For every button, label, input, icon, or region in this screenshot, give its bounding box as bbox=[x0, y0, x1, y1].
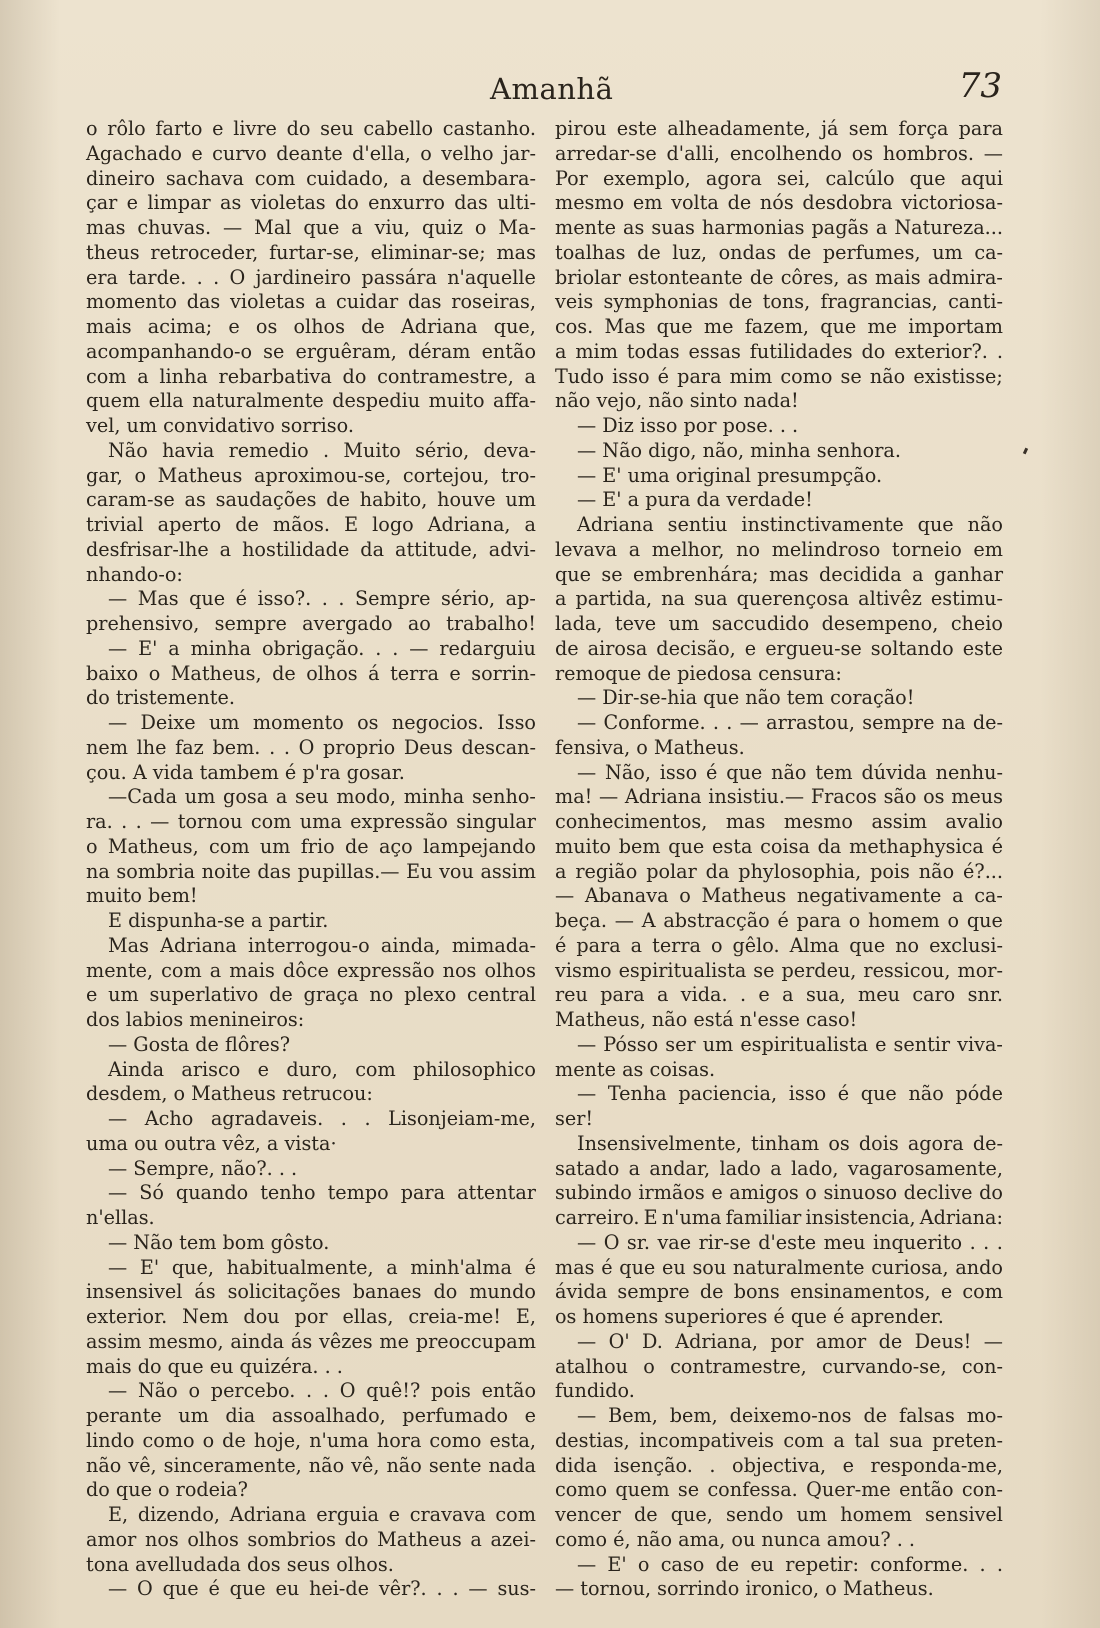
text-line: — Pósso ser um espiritualista e sentir viva- bbox=[577, 1032, 1003, 1056]
text-line: toalhas de luz, ondas de perfumes, um ca- bbox=[555, 240, 1003, 264]
text-line: como quem se confessa. Quer-me então con- bbox=[555, 1478, 1003, 1502]
text-line: do que o rodeia? bbox=[86, 1478, 248, 1502]
text-line: — Tenha paciencia, isso é que não póde bbox=[577, 1082, 1003, 1106]
text-line: — Mas que é isso?. . . Sempre sério, ap- bbox=[108, 587, 536, 611]
text-line: vel, um convidativo sorriso. bbox=[86, 414, 354, 437]
text-line: nem lhe faz bem. . . O proprio Deus descan- bbox=[86, 735, 536, 759]
text-line: Ainda arisco e duro, com philosophico bbox=[108, 1057, 536, 1081]
text-line: fensiva, o Matheus. bbox=[555, 735, 745, 759]
text-line: Agachado e curvo deante d'ella, o velho jar- bbox=[86, 141, 536, 165]
text-line: mais do que eu quizéra. . . bbox=[86, 1354, 343, 1378]
text-line: mas é que eu sou naturalmente curiosa, ando bbox=[555, 1255, 1003, 1279]
text-line: uma ou outra vêz, a vista· bbox=[86, 1131, 337, 1155]
text-line: levava a melhor, no melindroso torneio em bbox=[555, 537, 1003, 561]
text-line: — Dir-se-hia que não tem coração! bbox=[577, 686, 915, 710]
text-line: çou. A vida tambem é p'ra gosar. bbox=[86, 760, 405, 784]
text-line: — O sr. vae rir-se d'este meu inquerito . . . bbox=[577, 1230, 1003, 1254]
text-line: mente as suas harmonias pagãs a Natureza... bbox=[555, 216, 1003, 239]
text-line: trivial aperto de mãos. E logo Adriana, a bbox=[86, 513, 536, 536]
text-line: amor nos olhos sombrios do Matheus a azei- bbox=[86, 1527, 536, 1551]
text-line: theus retroceder, furtar-se, eliminar-se; mas bbox=[86, 240, 536, 264]
text-line: — Deixe um momento os negocios. Isso bbox=[108, 711, 536, 734]
text-line: — Não o percebo. . . O quê!? pois então bbox=[108, 1379, 536, 1403]
text-line: — E' a pura da verdade! bbox=[577, 488, 813, 512]
text-line: pirou este alheadamente, já sem força para bbox=[555, 117, 1003, 140]
text-line: mente as coisas. bbox=[555, 1057, 716, 1081]
text-line: com a linha rebarbativa do contramestre, a bbox=[86, 364, 536, 388]
text-line: momento das violetas a cuidar das roseiras, bbox=[86, 290, 536, 314]
text-line: — Não digo, não, minha senhora. bbox=[577, 438, 901, 462]
text-line: é para a terra o gêlo. Alma que no exclusi- bbox=[555, 933, 1003, 957]
text-line: conhecimentos, mas mesmo assim avalio bbox=[555, 810, 1003, 833]
text-line: Mas Adriana interrogou-o ainda, mimada- bbox=[108, 933, 536, 957]
page-header bbox=[470, 66, 1030, 112]
text-line: Adriana sentiu instinctivamente que não bbox=[577, 513, 1003, 536]
text-line: desdem, o Matheus retrucou: bbox=[86, 1082, 373, 1106]
text-line: E, dizendo, Adriana erguia e cravava com bbox=[108, 1503, 536, 1526]
text-line: mas chuvas. — Mal que a viu, quiz o Ma- bbox=[86, 216, 536, 239]
text-line: perante um dia assoalhado, perfumado e bbox=[86, 1404, 536, 1427]
text-line: vencer de que, sendo um homem sensivel bbox=[555, 1503, 1003, 1526]
text-line: gar, o Matheus aproximou-se, cortejou, tro- bbox=[86, 463, 536, 487]
text-line: —Cada um gosa a seu modo, minha senho- bbox=[108, 785, 536, 809]
text-line: — Sempre, não?. . . bbox=[108, 1156, 298, 1180]
text-line: mais acima; e os olhos de Adriana que, bbox=[86, 315, 536, 338]
text-line: — E' que, habitualmente, a minh'alma é bbox=[108, 1255, 536, 1279]
text-line: — Abanava o Matheus negativamente a ca- bbox=[555, 884, 1003, 908]
text-line: destias, incompativeis com a tal sua preten- bbox=[555, 1428, 1003, 1452]
text-line: nhando-o: bbox=[86, 562, 183, 586]
text-line: — O que é que eu hei-de vêr?. . . — sus- bbox=[108, 1577, 536, 1601]
page-number: 73 bbox=[958, 66, 1002, 106]
text-line: Matheus, não está n'esse caso! bbox=[555, 1008, 858, 1031]
text-line: dineiro sachava com cuidado, a desembara- bbox=[86, 166, 536, 190]
text-line: o Matheus, com um frio de aço lampejando bbox=[86, 834, 536, 858]
text-line: baixo o Matheus, de olhos á terra e sorrin- bbox=[86, 661, 536, 685]
text-line: caram-se as saudações de habito, houve um bbox=[86, 488, 536, 512]
text-line: beça. — A abstracção é para o homem o que bbox=[555, 909, 1003, 932]
text-line: — Diz isso por pose. . . bbox=[577, 414, 799, 437]
text-line: arredar-se d'alli, encolhendo os hombros. — bbox=[555, 141, 1003, 165]
text-line: do tristemente. bbox=[86, 686, 235, 710]
text-line: Insensivelmente, tinham os dois agora de- bbox=[577, 1131, 1003, 1155]
text-line: a região polar da phylosophia, pois não é?... bbox=[555, 859, 1003, 883]
text-line: — Bem, bem, deixemo-nos de falsas mo- bbox=[577, 1404, 1003, 1427]
text-line: satado a andar, lado a lado, vagarosamente, bbox=[555, 1156, 1003, 1180]
text-line: os homens superiores é que é aprender. bbox=[555, 1305, 944, 1328]
text-line: n'ellas. bbox=[86, 1206, 155, 1229]
text-line: fundido. bbox=[555, 1379, 635, 1403]
text-line: e um superlativo de graça no plexo central bbox=[86, 983, 536, 1007]
text-line: acompanhando-o se erguêram, déram então bbox=[86, 339, 536, 363]
text-line: prehensivo, sempre avergado ao trabalho! bbox=[86, 612, 536, 635]
text-line: muito bem que esta coisa da methaphysica é bbox=[555, 834, 1003, 858]
text-line: a partida, na sua querençosa altivêz estimu- bbox=[555, 587, 1003, 611]
text-line: — tornou, sorrindo ironico, o Matheus. bbox=[555, 1577, 934, 1601]
text-line: lindo como o de hoje, n'uma hora como esta, bbox=[86, 1428, 536, 1452]
text-line: assim mesmo, ainda ás vêzes me preoccupam bbox=[86, 1329, 536, 1353]
text-line: vismo espiritualista se perdeu, ressicou, mor- bbox=[555, 958, 1003, 982]
text-line: Tudo isso é para mim como se não existisse; bbox=[555, 364, 1003, 388]
text-line: muito bem! bbox=[86, 884, 198, 908]
text-line: ávida sempre de bons ensinamentos, e com bbox=[555, 1280, 1003, 1304]
running-title: Amanhã bbox=[490, 72, 614, 106]
text-line: — Acho agradaveis. . . Lisonjeiam-me, bbox=[108, 1107, 536, 1130]
text-line: a mim todas essas futilidades do exterior?. . bbox=[555, 339, 1003, 363]
text-line: na sombria noite das pupillas.— Eu vou assim bbox=[86, 859, 536, 883]
text-line: — E' uma original presumpção. bbox=[577, 463, 883, 487]
text-line: — Não tem bom gôsto. bbox=[108, 1230, 330, 1254]
text-line: insensivel ás solicitações banaes do mundo bbox=[86, 1280, 536, 1304]
text-line: briolar estonteante de côres, as mais admira- bbox=[555, 265, 1003, 289]
text-line: como é, não ama, ou nunca amou? . . bbox=[555, 1527, 916, 1551]
text-line: atalhou o contramestre, curvando-se, con- bbox=[555, 1354, 1003, 1378]
text-line: ser! bbox=[555, 1107, 594, 1130]
text-line: Não havia remedio . Muito sério, deva- bbox=[108, 438, 536, 462]
text-line: Por exemplo, agora sei, calcúlo que aqui bbox=[555, 166, 1003, 190]
text-line: desfrisar-lhe a hostilidade da attitude, advi- bbox=[86, 537, 536, 561]
text-line: era tarde. . . O jardineiro passára n'aquelle bbox=[86, 265, 536, 289]
text-line: que se embrenhára; mas decidida a ganhar bbox=[555, 562, 1003, 586]
right-column bbox=[555, 117, 1003, 1602]
text-line: çar e limpar as violetas do enxurro das ulti- bbox=[86, 191, 536, 215]
text-line: — E' o caso de eu repetir: conforme. . . bbox=[577, 1552, 1003, 1576]
text-line: exterior. Nem dou por ellas, creia-me! E, bbox=[86, 1305, 536, 1328]
text-line: — Não, isso é que não tem dúvida nenhu- bbox=[577, 760, 1003, 784]
text-line: E dispunha-se a partir. bbox=[108, 909, 329, 932]
text-line: mente, com a mais dôce expressão nos olhos bbox=[86, 958, 536, 982]
text-line: não vejo, não sinto nada! bbox=[555, 389, 799, 413]
text-line: tona avelludada dos seus olhos. bbox=[86, 1552, 394, 1576]
ink-speck bbox=[1023, 448, 1028, 455]
text-line: ma! — Adriana insistiu.— Fracos são os meus bbox=[555, 785, 1003, 809]
text-line: mesmo em volta de nós desdobra victoriosa- bbox=[555, 191, 1003, 215]
left-column bbox=[86, 117, 536, 1602]
text-line: lada, teve um saccudido desempeno, cheio bbox=[555, 612, 1003, 635]
text-line: — Conforme. . . — arrastou, sempre na de- bbox=[577, 711, 1003, 734]
text-line: dida isenção. . objectiva, e responda-me, bbox=[555, 1453, 1003, 1477]
text-line: quem ella naturalmente despediu muito affa- bbox=[86, 389, 536, 413]
text-line: não vê, sinceramente, não vê, não sente nada bbox=[86, 1453, 536, 1477]
text-line: subindo irmãos e amigos o sinuoso declive do bbox=[555, 1181, 1003, 1205]
text-line: dos labios menineiros: bbox=[86, 1008, 305, 1031]
text-line: remoque de piedosa censura: bbox=[555, 661, 842, 685]
text-line: ra. . . — tornou com uma expressão singular bbox=[86, 810, 536, 833]
text-line: — O' D. Adriana, por amor de Deus! — bbox=[577, 1329, 1003, 1353]
text-line: — Gosta de flôres? bbox=[108, 1032, 291, 1056]
text-line: cos. Mas que me fazem, que me importam bbox=[555, 315, 1003, 338]
text-line: — E' a minha obrigação. . . — redarguiu bbox=[108, 636, 536, 660]
text-line: veis symphonias de tons, fragrancias, canti- bbox=[555, 290, 1003, 314]
text-line: reu para a vida. . e a sua, meu caro snr. bbox=[555, 983, 1003, 1007]
text-line: de airosa decisão, e ergueu-se soltando este bbox=[555, 636, 1003, 660]
text-line: carreiro. E n'uma familiar insistencia, Adriana: bbox=[555, 1206, 1003, 1229]
text-line: — Só quando tenho tempo para attentar bbox=[108, 1181, 536, 1205]
text-line: o rôlo farto e livre do seu cabello castanho. bbox=[86, 117, 536, 140]
